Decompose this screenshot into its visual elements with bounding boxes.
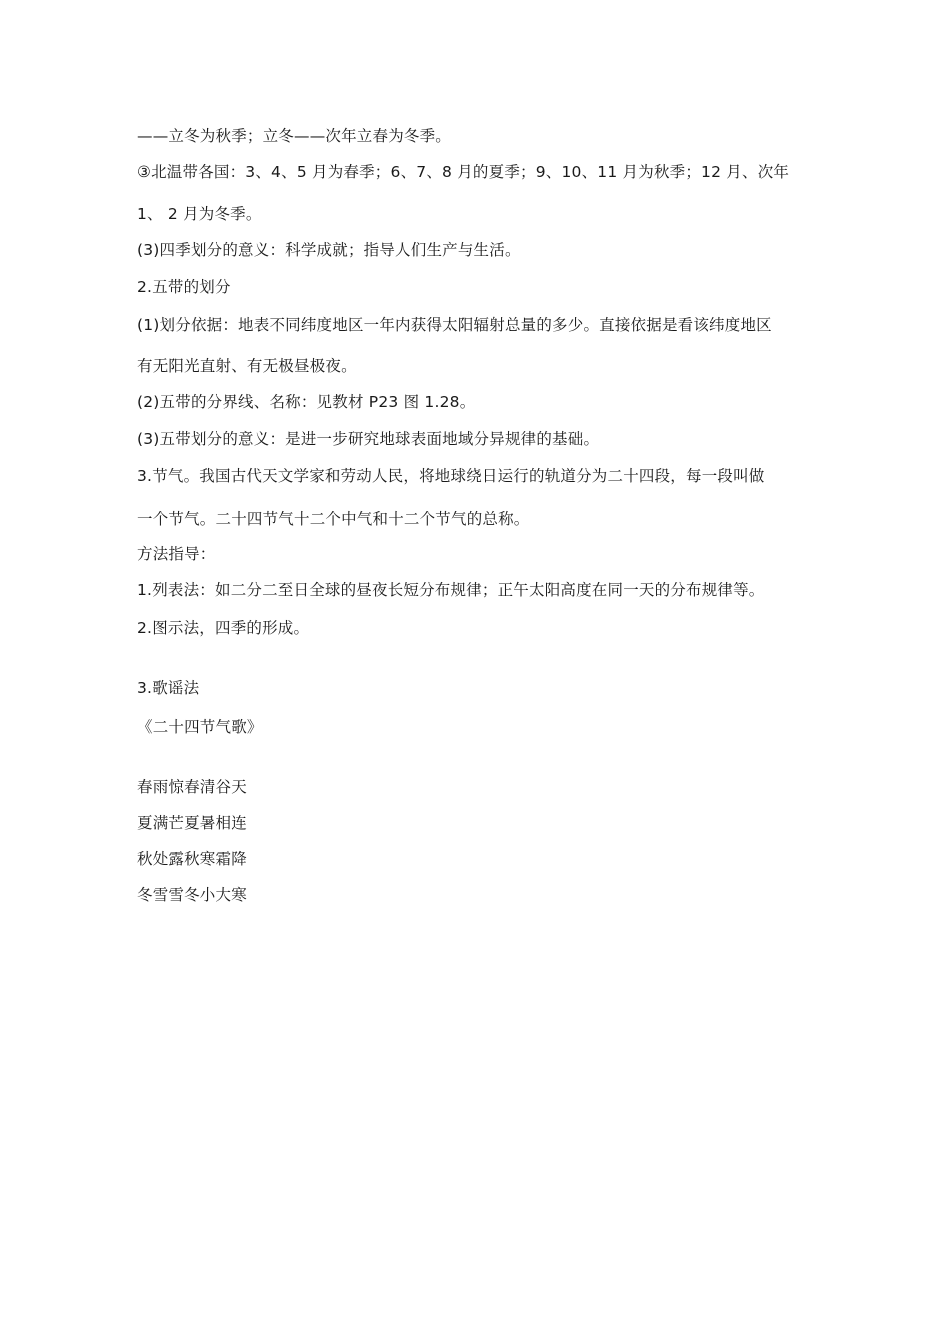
text-line-season-autumn-winter: ——立冬为秋季；立冬——次年立春为冬季。 [137, 127, 452, 145]
text-line-north-temperate-seasons: ③北温带各国：3、4、5 月为春季；6、7、8 月的夏季；9、10、11 月为秋季；12 月、次年 [137, 163, 790, 181]
poem-line-summer: 夏满芒夏暑相连 [137, 814, 247, 832]
section-heading-five-zones: 2.五带的划分 [137, 278, 231, 296]
text-line-table-method: 1.列表法：如二分二至日全球的昼夜长短分布规律；正午太阳高度在同一天的分布规律等。 [137, 581, 765, 599]
poem-line-autumn: 秋处露秋寒霜降 [137, 850, 247, 868]
text-line-solar-terms: 3.节气。我国古代天文学家和劳动人民，将地球绕日运行的轨道分为二十四段，每一段叫做 [137, 467, 765, 485]
text-line-diagram-method: 2.图示法，四季的形成。 [137, 619, 310, 637]
text-line-zone-boundaries: (2)五带的分界线、名称：见教材 P23 图 1.28。 [137, 393, 476, 411]
poem-line-spring: 春雨惊春清谷天 [137, 778, 247, 796]
text-line-zone-significance: (3)五带划分的意义：是进一步研究地球表面地域分异规律的基础。 [137, 430, 600, 448]
section-heading-method-guide: 方法指导： [137, 545, 216, 563]
poem-line-winter: 冬雪雪冬小大寒 [137, 886, 247, 904]
text-line-division-basis: (1)划分依据：地表不同纬度地区一年内获得太阳辐射总量的多少。直接依据是看该纬度地区 [137, 316, 772, 334]
text-line-winter-months: 1、 2 月为冬季。 [137, 205, 262, 223]
poem-title: 《二十四节气歌》 [137, 718, 263, 736]
text-line-solar-terms-definition: 一个节气。二十四节气十二个中气和十二个节气的总称。 [137, 510, 530, 528]
text-line-rhyme-method: 3.歌谣法 [137, 679, 200, 697]
text-line-direct-sunlight: 有无阳光直射、有无极昼极夜。 [137, 357, 357, 375]
text-line-season-significance: (3)四季划分的意义：科学成就；指导人们生产与生活。 [137, 241, 521, 259]
